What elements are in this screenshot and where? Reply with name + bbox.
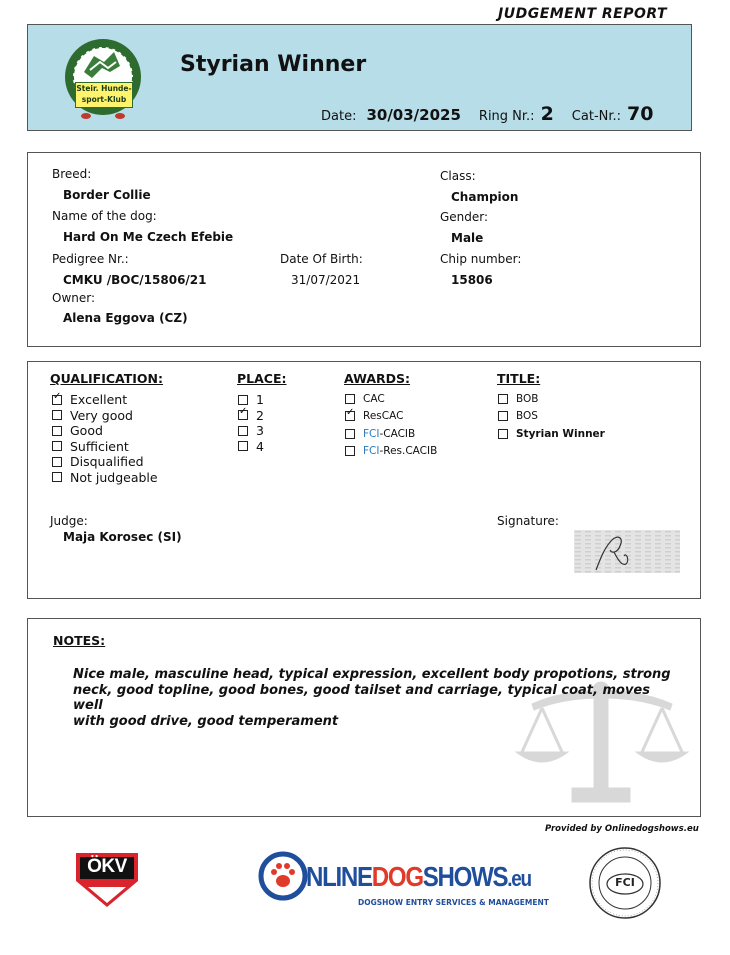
qualification-label: Very good (70, 407, 133, 423)
title-heading: TITLE: (497, 371, 541, 386)
awards-list (345, 390, 437, 460)
okv-logo-text: ÖKV (87, 856, 127, 877)
date-value: 30/03/2025 (366, 106, 461, 124)
qualification-checkbox[interactable] (52, 395, 62, 405)
qualification-list (52, 392, 158, 485)
show-title: Styrian Winner (180, 52, 367, 77)
owner-label: Owner: (52, 291, 96, 305)
club-logo-line2: sport-Klub (81, 95, 127, 104)
dob-value: 31/07/2021 (291, 273, 361, 287)
fci-logo (588, 846, 662, 920)
awards-heading: AWARDS: (344, 371, 411, 386)
place-list (238, 392, 264, 454)
place-heading: PLACE: (237, 371, 287, 386)
award-option (345, 408, 437, 426)
fci-logo-text: FCI (615, 876, 635, 889)
club-wreath-icon (62, 32, 144, 124)
notes-line-1: Nice male, masculine head, typical expression, excellent body propotions, strong (73, 667, 671, 682)
qualification-label: Good (70, 423, 103, 439)
dob-label: Date Of Birth: (280, 252, 363, 266)
signature-image (574, 530, 680, 573)
place-checkbox[interactable] (238, 395, 248, 405)
title-option (498, 408, 605, 426)
place-option (238, 423, 264, 439)
class-value: Champion (451, 190, 519, 204)
provided-by: Provided by Onlinedogshows.eu (545, 824, 699, 834)
award-option (345, 390, 437, 408)
chip-label: Chip number: (440, 252, 522, 266)
qualification-option (52, 408, 158, 424)
report-title: JUDGEMENT REPORT (498, 6, 668, 22)
title-checkbox[interactable] (498, 429, 508, 439)
qualification-option (52, 439, 158, 455)
notes-line-2: neck, good topline, good bones, good tailset and carriage, typical coat, moves well (73, 682, 650, 713)
qualification-option (52, 392, 158, 408)
title-label: BOB (516, 392, 539, 405)
ods-eu: .eu (507, 866, 531, 891)
ods-wordmark (306, 861, 531, 893)
qualification-checkbox[interactable] (52, 472, 62, 482)
signature-icon (574, 530, 680, 573)
show-meta-row (321, 103, 653, 125)
qualification-checkbox[interactable] (52, 441, 62, 451)
notes-heading: NOTES: (53, 633, 106, 648)
dog-name-value: Hard On Me Czech Efebie (63, 230, 234, 244)
award-label: CAC (363, 392, 385, 405)
title-checkbox[interactable] (498, 411, 508, 421)
qualification-checkbox[interactable] (52, 426, 62, 436)
award-option (345, 443, 437, 461)
dog-name-label: Name of the dog: (52, 209, 157, 223)
gender-value: Male (451, 231, 484, 245)
qualification-checkbox[interactable] (52, 457, 62, 467)
title-option (498, 425, 605, 443)
club-logo (62, 32, 144, 124)
qualification-label: Excellent (70, 392, 128, 408)
qualification-label: Not judgeable (70, 469, 158, 485)
place-label: 3 (256, 423, 264, 439)
place-label: 2 (256, 407, 264, 423)
fci-prefix: FCI (363, 427, 380, 440)
pedigree-label: Pedigree Nr.: (52, 252, 129, 266)
chip-value: 15806 (451, 273, 493, 287)
breed-label: Breed: (52, 167, 92, 181)
award-checkbox[interactable] (345, 394, 355, 404)
title-label: Styrian Winner (516, 427, 605, 440)
place-label: 1 (256, 392, 264, 408)
qualification-heading: QUALIFICATION: (50, 371, 164, 386)
notes-text (73, 667, 673, 729)
place-checkbox[interactable] (238, 441, 248, 451)
onlinedogshows-logo (258, 851, 549, 911)
qualification-option (52, 454, 158, 470)
ods-tagline: DOGSHOW ENTRY SERVICES & MANAGEMENT (358, 898, 549, 907)
ods-dog: DOG (371, 861, 423, 892)
award-checkbox[interactable] (345, 411, 355, 421)
award-label: ResCAC (363, 410, 404, 423)
breed-value: Border Collie (63, 188, 151, 202)
place-option (238, 439, 264, 455)
title-option (498, 390, 605, 408)
award-checkbox[interactable] (345, 429, 355, 439)
ods-online: NLINE (306, 861, 372, 892)
title-checkbox[interactable] (498, 394, 508, 404)
paw-icon (258, 851, 308, 901)
qualification-option (52, 470, 158, 486)
cat-value: 70 (627, 103, 654, 125)
ods-shows: SHOWS (422, 861, 508, 892)
award-label: -CACIB (379, 427, 416, 440)
place-checkbox[interactable] (238, 426, 248, 436)
place-option (238, 408, 264, 424)
signature-label: Signature: (497, 514, 559, 528)
notes-line-3: with good drive, good temperament (73, 713, 339, 729)
qualification-label: Sufficient (70, 438, 129, 454)
qualification-option (52, 423, 158, 439)
qualification-label: Disqualified (70, 454, 144, 470)
ring-value: 2 (540, 103, 554, 125)
place-label: 4 (256, 438, 264, 454)
okv-logo (74, 851, 140, 909)
owner-value: Alena Eggova (CZ) (63, 311, 188, 325)
qualification-checkbox[interactable] (52, 410, 62, 420)
pedigree-value: CMKU /BOC/15806/21 (63, 273, 207, 287)
judge-value: Maja Korosec (SI) (63, 530, 182, 544)
ring-label: Ring Nr.: (478, 109, 535, 124)
cat-label: Cat-Nr.: (571, 109, 622, 124)
club-logo-line1: Steir. Hunde- (76, 84, 132, 93)
class-label: Class: (440, 169, 476, 183)
club-logo-text (75, 82, 133, 108)
place-checkbox[interactable] (238, 410, 248, 420)
title-label: BOS (516, 410, 538, 423)
title-list (498, 390, 605, 443)
judge-label: Judge: (50, 514, 88, 528)
fci-prefix: FCI (363, 445, 380, 458)
award-option (345, 425, 437, 443)
date-label: Date: (321, 109, 357, 124)
place-option (238, 392, 264, 408)
award-label: -Res.CACIB (379, 445, 438, 458)
award-checkbox[interactable] (345, 446, 355, 456)
gender-label: Gender: (440, 210, 489, 224)
